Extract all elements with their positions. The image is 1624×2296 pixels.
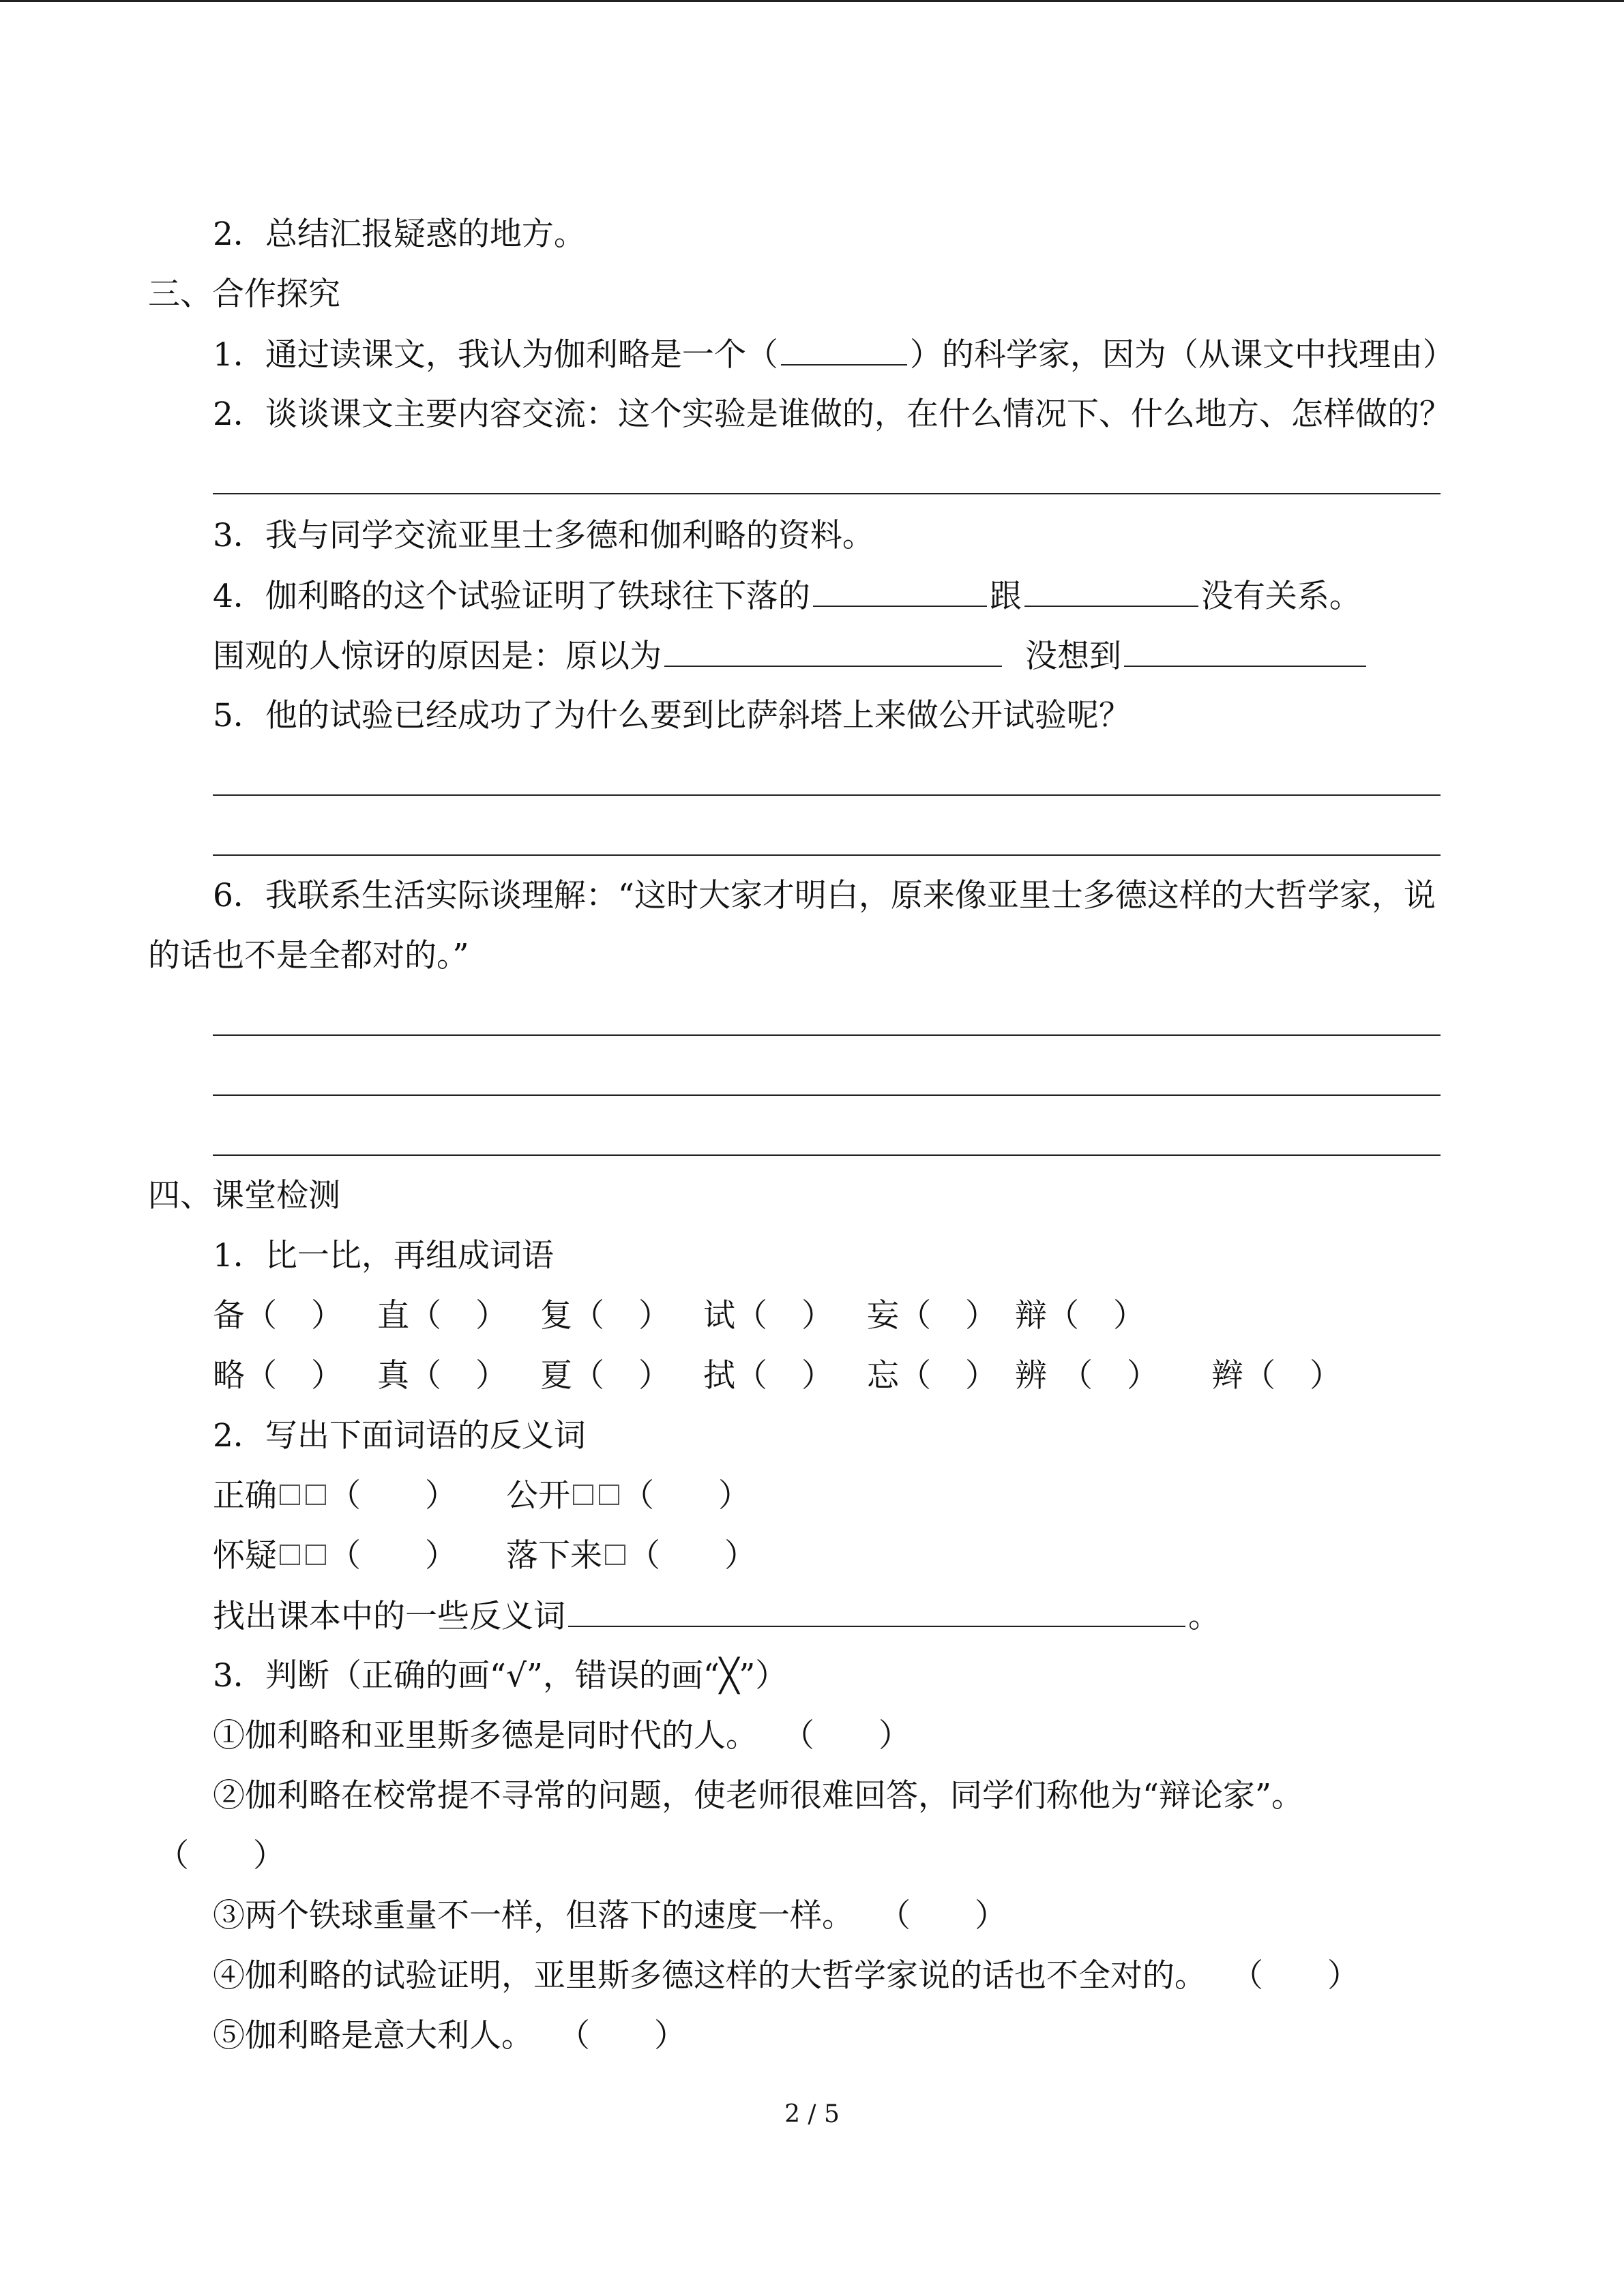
- section-4-title: 四、课堂检测: [148, 1177, 340, 1214]
- paren-close: ）: [475, 1357, 507, 1395]
- compare-char: 真: [377, 1357, 409, 1395]
- answer-paren[interactable]: （ ）: [1231, 1957, 1359, 1995]
- antonym-item: [213, 1536, 457, 1577]
- char-box[interactable]: [605, 1545, 625, 1565]
- compare-item: [1015, 1296, 1145, 1337]
- answer-blank[interactable]: [1024, 576, 1198, 607]
- paren-open: （: [572, 1357, 604, 1395]
- answer-line[interactable]: [213, 1154, 1441, 1156]
- item-3-1-text-b: ）的科学家，因为（从课文中找理由）: [909, 336, 1455, 374]
- compare-char: 夏: [540, 1357, 572, 1395]
- paren-open: （: [899, 1357, 931, 1395]
- paren-close: ）: [801, 1357, 833, 1395]
- compare-item: [703, 1296, 833, 1337]
- paren-close: ）: [638, 1297, 670, 1335]
- judgement-1: [213, 1716, 911, 1757]
- item-3-1: [213, 334, 1455, 376]
- item-3-5: 5．他的试验已经成功了为什么要到比萨斜塔上来做公开试验呢？: [213, 697, 1131, 734]
- compare-char: 辩: [1015, 1297, 1047, 1335]
- answer-line[interactable]: [213, 854, 1441, 856]
- antonym-item: [506, 1476, 750, 1517]
- item-4-3-text-a: 3．判断（正确的画“: [213, 1657, 506, 1695]
- compare-char: 直: [377, 1297, 409, 1335]
- paren-open: （: [245, 1297, 277, 1335]
- judgement-text: ④伽利略的试验证明，亚里斯多德这样的大哲学家说的话也不全对的。: [213, 1957, 1207, 1995]
- paren-open: （: [245, 1357, 277, 1395]
- compare-char: 复: [540, 1297, 572, 1335]
- answer-paren[interactable]: （ ）: [558, 2017, 686, 2055]
- answer-blank[interactable]: [664, 636, 1002, 667]
- compare-char: 妄: [867, 1297, 899, 1335]
- antonym-item: [213, 1476, 457, 1517]
- judgement-2-paren[interactable]: （ ）: [157, 1837, 285, 1875]
- item-3-4: [213, 576, 1361, 617]
- paren-open: （: [735, 1297, 767, 1335]
- compare-item: [703, 1356, 833, 1397]
- judgement-2: ②伽利略在校常提不寻常的问题，使老师很难回答，同学们称他为“辩论家”。: [213, 1777, 1304, 1815]
- compare-item: [377, 1356, 507, 1397]
- top-border: [0, 0, 1624, 2]
- paren-open: （: [409, 1357, 441, 1395]
- answer-paren[interactable]: （ ）: [329, 1537, 457, 1575]
- antonym-item: [506, 1536, 756, 1577]
- compare-item: [213, 1296, 343, 1337]
- compare-item: [867, 1356, 997, 1397]
- answer-paren[interactable]: （ ）: [782, 1717, 911, 1755]
- item-4-3: [213, 1656, 787, 1697]
- char-box[interactable]: [599, 1485, 619, 1505]
- judgement-text: ①伽利略和亚里斯多德是同时代的人。: [213, 1717, 758, 1755]
- compare-item: [867, 1296, 997, 1337]
- paren-open: （: [1061, 1357, 1093, 1395]
- judgement-3: [213, 1896, 1007, 1937]
- item-2-2: 2．总结汇报疑惑的地方。: [213, 215, 586, 253]
- answer-paren[interactable]: （ ）: [879, 1897, 1007, 1935]
- answer-line[interactable]: [213, 1094, 1441, 1096]
- antonym-word: 落下来: [506, 1537, 602, 1575]
- compare-item: [540, 1356, 670, 1397]
- item-4-1: 1．比一比，再组成词语: [213, 1237, 554, 1274]
- paren-open: （: [572, 1297, 604, 1335]
- answer-paren[interactable]: （ ）: [622, 1477, 750, 1515]
- answer-line[interactable]: [213, 1034, 1441, 1036]
- item-4-2: 2．写出下面词语的反义词: [213, 1417, 586, 1455]
- answer-paren[interactable]: （ ）: [628, 1537, 756, 1575]
- paren-open: （: [409, 1297, 441, 1335]
- paren-close: ）: [1310, 1357, 1342, 1395]
- item-3-4-text-c: 没有关系。: [1200, 578, 1361, 615]
- answer-line[interactable]: [213, 794, 1441, 796]
- compare-item: [1211, 1356, 1342, 1397]
- paren-close: ）: [311, 1297, 343, 1335]
- paren-open: （: [1243, 1357, 1275, 1395]
- period: 。: [1188, 1598, 1220, 1635]
- answer-blank[interactable]: [1124, 636, 1366, 667]
- char-box[interactable]: [280, 1545, 300, 1565]
- item-3-3: 3．我与同学交流亚里士多德和伽利略的资料。: [213, 517, 874, 554]
- item-3-4-reason: [213, 636, 1369, 677]
- paren-open: （: [1047, 1297, 1079, 1335]
- paren-close: ）: [1113, 1297, 1145, 1335]
- judgement-5: [213, 2016, 686, 2057]
- item-4-3-text-c: ”）: [739, 1657, 788, 1695]
- paren-close: ）: [965, 1297, 997, 1335]
- answer-line[interactable]: [213, 493, 1441, 494]
- item-3-1-text-a: 1．通过读课文，我认为伽利略是一个（: [213, 336, 778, 374]
- paren-close: ）: [801, 1297, 833, 1335]
- section-3-title: 三、合作探究: [148, 275, 340, 313]
- judgement-4: [213, 1956, 1359, 1997]
- antonym-word: 公开: [506, 1477, 570, 1515]
- find-antonyms-text: 找出课本中的一些反义词: [213, 1598, 565, 1635]
- item-3-4-text-b: 跟: [989, 578, 1022, 615]
- compare-char: 试: [703, 1297, 735, 1335]
- compare-char: 备: [213, 1297, 245, 1335]
- answer-blank[interactable]: [813, 576, 987, 607]
- compare-item: [1015, 1356, 1159, 1397]
- item-3-2: 2．谈谈课文主要内容交流：这个实验是谁做的，在什么情况下、什么地方、怎样做的？: [213, 396, 1451, 433]
- paren-close: ）: [1127, 1357, 1159, 1395]
- item-3-4-text-a: 4．伽利略的这个试验证明了铁球往下落的: [213, 578, 810, 615]
- compare-char: 略: [213, 1357, 245, 1395]
- answer-paren[interactable]: （ ）: [329, 1477, 457, 1515]
- find-antonyms: [213, 1596, 1220, 1637]
- paren-close: ）: [638, 1357, 670, 1395]
- judgement-text: ⑤伽利略是意大利人。: [213, 2017, 533, 2055]
- item-3-6-continued: 的话也不是全都对的。”: [148, 937, 469, 974]
- paren-close: ）: [965, 1357, 997, 1395]
- item-4-3-text-b: ”，错误的画“: [526, 1657, 720, 1695]
- antonym-word: 正确: [213, 1477, 277, 1515]
- reason-text-a: 围观的人惊讶的原因是：原以为: [213, 638, 662, 675]
- char-box[interactable]: [280, 1485, 300, 1505]
- compare-char: 辫: [1211, 1357, 1243, 1395]
- compare-item: [540, 1296, 670, 1337]
- reason-text-b: 没想到: [1025, 638, 1121, 675]
- compare-char: 拭: [703, 1357, 735, 1395]
- check-mark-icon: √: [505, 1657, 527, 1695]
- paren-open: （: [899, 1297, 931, 1335]
- item-3-6: 6．我联系生活实际谈理解：“这时大家才明白，原来像亚里士多德这样的大哲学家，说: [213, 877, 1436, 914]
- antonym-word: 怀疑: [213, 1537, 277, 1575]
- compare-char: 忘: [867, 1357, 899, 1395]
- paren-open: （: [735, 1357, 767, 1395]
- cross-mark-icon: ╳: [719, 1657, 739, 1695]
- compare-char: 辨: [1015, 1357, 1047, 1395]
- char-box[interactable]: [573, 1485, 593, 1505]
- compare-item: [377, 1296, 507, 1337]
- judgement-text: ③两个铁球重量不一样，但落下的速度一样。: [213, 1897, 854, 1935]
- answer-blank[interactable]: [568, 1596, 1185, 1627]
- char-box[interactable]: [306, 1485, 326, 1505]
- answer-blank[interactable]: [781, 334, 907, 366]
- compare-item: [213, 1356, 343, 1397]
- page-number: 2 / 5: [784, 2100, 840, 2128]
- paren-close: ）: [311, 1357, 343, 1395]
- char-box[interactable]: [306, 1545, 326, 1565]
- paren-close: ）: [475, 1297, 507, 1335]
